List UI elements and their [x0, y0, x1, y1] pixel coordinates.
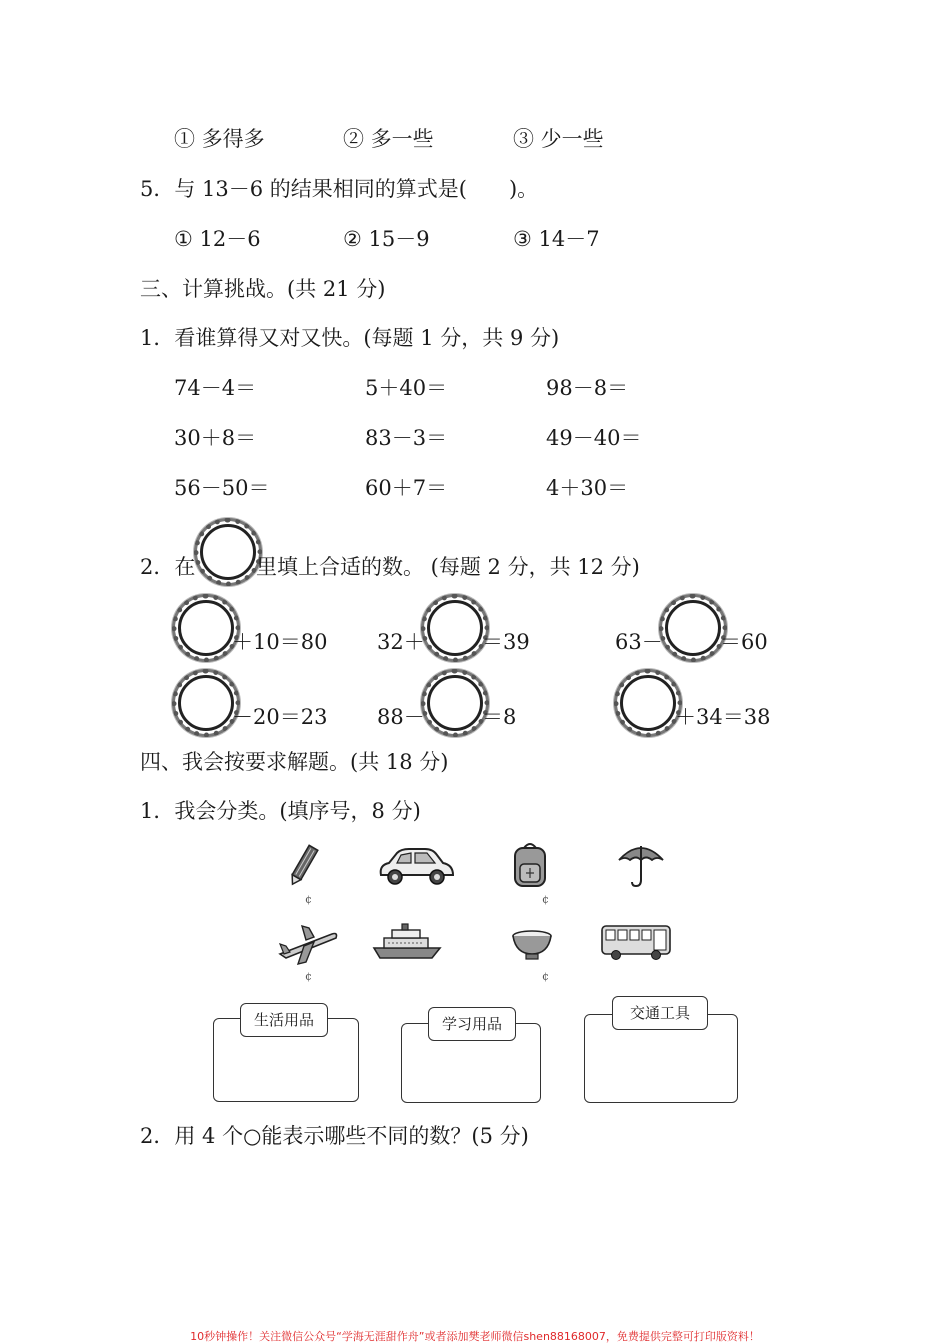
category-label-daily: 生活用品	[240, 1003, 328, 1037]
bowl-icon	[510, 928, 554, 962]
calc-item-7: 56－50＝	[174, 476, 270, 500]
q4-option-2: ② 多一些	[343, 127, 434, 151]
flower-blank-b[interactable]	[427, 600, 483, 656]
q5-option-3: ③ 14－7	[513, 227, 600, 251]
flower-blank-a[interactable]	[178, 600, 234, 656]
category-label-study: 学习用品	[428, 1007, 516, 1041]
calc-item-2: 5＋40＝	[365, 376, 448, 400]
calc-item-4: 30＋8＝	[174, 426, 257, 450]
backpack-icon	[508, 840, 552, 890]
flower-blank-c[interactable]	[665, 600, 721, 656]
airplane-icon	[276, 920, 338, 966]
section4-title: 四、我会按要求解题。(共 18 分)	[140, 750, 449, 774]
section3-title: 三、计算挑战。(共 21 分)	[140, 277, 386, 301]
pencil-icon	[285, 843, 321, 889]
calc-item-1: 74－4＝	[174, 376, 257, 400]
umbrella-icon	[616, 842, 666, 888]
footer-promo-text: 10秒钟操作！关注微信公众号“学海无涯甜作舟”或者添加樊老师微信shen88168007，免费提供完整可打印版资料！	[190, 1330, 760, 1343]
category-label-transport: 交通工具	[612, 996, 708, 1030]
cent-mark-1: ¢	[305, 893, 312, 906]
q4-option-3: ③ 少一些	[513, 127, 604, 151]
cent-mark-2: ¢	[542, 893, 549, 906]
calc-item-3: 98－8＝	[546, 376, 629, 400]
section3-q2-suffix: 里填上合适的数。 (每题 2 分，共 12 分)	[256, 555, 640, 579]
section3-q1-title: 1．看谁算得又对又快。(每题 1 分，共 9 分)	[140, 326, 560, 350]
eq-e-after: ＝8	[482, 705, 517, 729]
ship-icon	[372, 922, 442, 962]
eq-e-before: 88－	[377, 705, 425, 729]
q5-stem: 5．与 13－6 的结果相同的算式是( )。	[140, 177, 539, 201]
section4-q1-title: 1．我会分类。(填序号，8 分)	[140, 799, 421, 823]
cent-mark-4: ¢	[542, 970, 549, 983]
calc-item-5: 83－3＝	[365, 426, 448, 450]
eq-c-after: ＝60	[720, 630, 768, 654]
eq-d-after: －20＝23	[232, 705, 328, 729]
flower-blank-f[interactable]	[620, 675, 676, 731]
eq-c-before: 63－	[615, 630, 663, 654]
calc-item-8: 60＋7＝	[365, 476, 448, 500]
flower-blank-e[interactable]	[427, 675, 483, 731]
q4-option-1: ① 多得多	[174, 127, 265, 151]
q5-option-1: ① 12－6	[174, 227, 261, 251]
cent-mark-3: ¢	[305, 970, 312, 983]
flower-blank-icon	[200, 524, 256, 580]
car-icon	[375, 845, 457, 889]
section3-q2-prefix: 2．在	[140, 555, 196, 579]
flower-blank-d[interactable]	[178, 675, 234, 731]
bus-icon	[600, 922, 672, 962]
section4-q2-title: 2．用 4 个○能表示哪些不同的数？(5 分)	[140, 1124, 529, 1148]
calc-item-9: 4＋30＝	[546, 476, 629, 500]
eq-f-after: ＋34＝38	[675, 705, 771, 729]
calc-item-6: 49－40＝	[546, 426, 642, 450]
q5-option-2: ② 15－9	[343, 227, 430, 251]
eq-b-before: 32＋	[377, 630, 425, 654]
eq-b-after: ＝39	[482, 630, 530, 654]
eq-a-after: ＋10＝80	[232, 630, 328, 654]
